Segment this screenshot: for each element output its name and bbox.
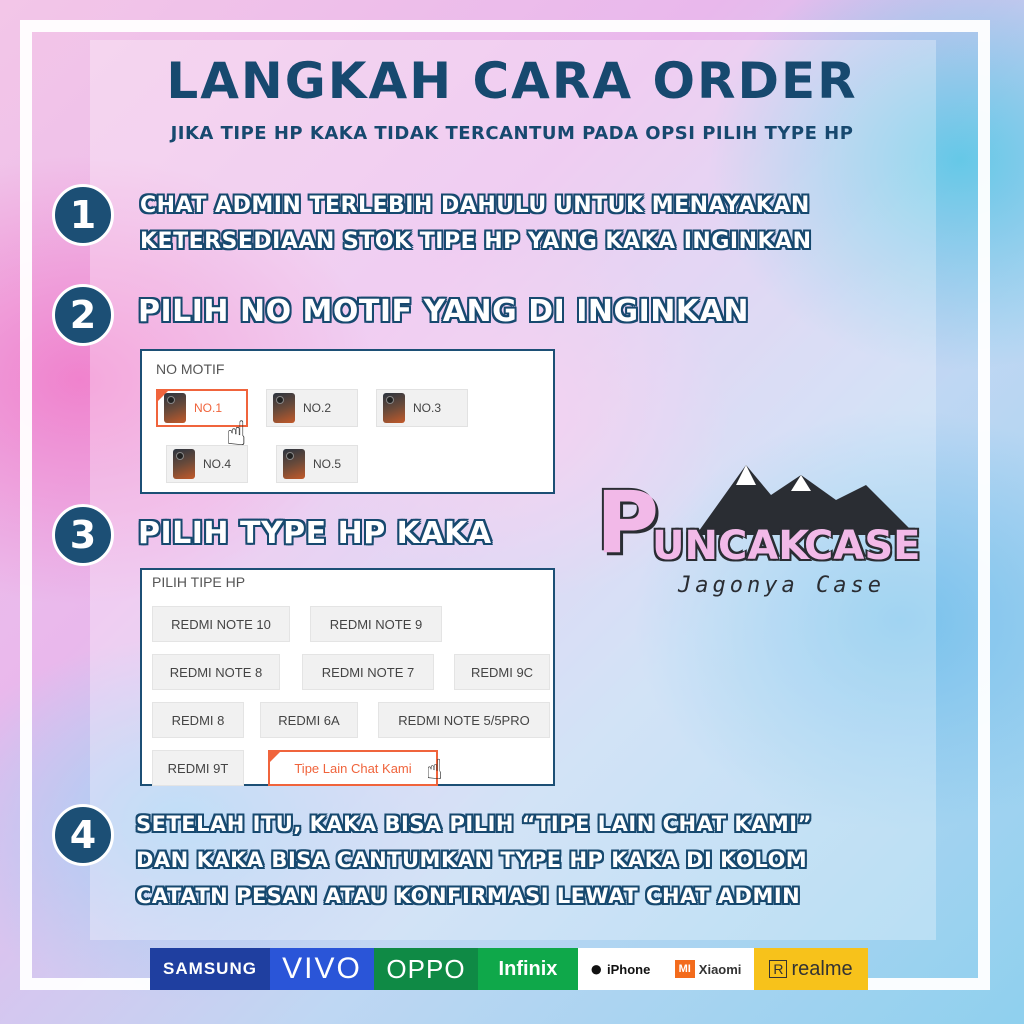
check-corner-icon: [268, 750, 282, 764]
motif-option-label: NO.3: [413, 401, 442, 415]
motif-option-label: NO.5: [313, 457, 342, 471]
type-option-label: Tipe Lain Chat Kami: [294, 760, 412, 776]
step-1-line-2: KETERSEDIAAN STOK TIPE HP YANG KAKA INGINKAN: [140, 229, 812, 254]
step-2-number: 2: [52, 284, 114, 346]
brand-realme-label: realme: [791, 957, 853, 980]
motif-panel: [140, 349, 555, 494]
motif-panel-label: NO MOTIF: [156, 361, 225, 377]
type-panel: [140, 568, 555, 786]
brand-iphone-label: iPhone: [606, 961, 651, 977]
xiaomi-mi-icon: MI: [675, 960, 695, 978]
step-2-text: PILIH NO MOTIF YANG DI INGINKAN: [138, 294, 749, 329]
brand-vivo: VIVO: [270, 948, 374, 990]
page-title: LANGKAH CARA ORDER: [166, 52, 858, 110]
logo-initial: P: [596, 473, 660, 573]
brand-logo: [596, 455, 921, 615]
pointing-hand-icon: ☝: [426, 753, 444, 786]
logo-word-1: UNCAK: [652, 523, 810, 569]
type-option[interactable]: REDMI NOTE 7: [302, 654, 434, 690]
motif-option-3[interactable]: [376, 389, 468, 427]
case-thumbnail: [283, 449, 305, 479]
brand-samsung: SAMSUNG: [150, 948, 270, 990]
step-3-number: 3: [52, 504, 114, 566]
page-subtitle: JIKA TIPE HP KAKA TIDAK TERCANTUM PADA OPSI PILIH TYPE HP: [170, 123, 854, 144]
step-4-line-2: DAN KAKA BISA CANTUMKAN TYPE HP KAKA DI KOLOM: [136, 848, 808, 872]
case-thumbnail: [273, 393, 295, 423]
type-panel-label: PILIH TIPE HP: [152, 574, 246, 590]
case-thumbnail: [383, 393, 405, 423]
type-option[interactable]: REDMI 9T: [152, 750, 244, 786]
case-thumbnail: [164, 393, 186, 423]
type-option[interactable]: REDMI 9C: [454, 654, 550, 690]
motif-option-2[interactable]: [266, 389, 358, 427]
type-option[interactable]: REDMI NOTE 5/5PRO: [378, 702, 550, 738]
case-thumbnail: [173, 449, 195, 479]
step-1-number: 1: [52, 184, 114, 246]
type-option-selected[interactable]: [268, 750, 438, 786]
brand-infinix: Infinix: [478, 948, 578, 990]
brand-realme: [754, 948, 868, 990]
step-1-line-1: CHAT ADMIN TERLEBIH DAHULU UNTUK MENAYAKAN: [140, 193, 810, 218]
brand-xiaomi-label: Xiaomi: [698, 961, 742, 977]
type-option[interactable]: REDMI NOTE 8: [152, 654, 280, 690]
step-4-line-1: SETELAH ITU, KAKA BISA PILIH “TIPE LAIN CHAT KAMI”: [136, 812, 812, 836]
step-4-line-3: CATATN PESAN ATAU KONFIRMASI LEWAT CHAT ADMIN: [136, 884, 801, 908]
brand-strip: [150, 948, 868, 990]
logo-tagline: Jagonya Case: [678, 573, 885, 598]
logo-word-2: CASE: [804, 523, 921, 569]
motif-option-label: NO.2: [303, 401, 332, 415]
brand-iphone: [578, 948, 662, 990]
apple-icon: ●: [589, 956, 603, 981]
step-4-number: 4: [52, 804, 114, 866]
type-option[interactable]: REDMI NOTE 10: [152, 606, 290, 642]
motif-option-label: NO.1: [194, 401, 223, 415]
type-option[interactable]: REDMI 6A: [260, 702, 358, 738]
brand-oppo: OPPO: [374, 948, 478, 990]
motif-option-label: NO.4: [203, 457, 232, 471]
pointing-hand-icon: ☝: [226, 414, 247, 454]
motif-option-5[interactable]: [276, 445, 358, 483]
realme-r-icon: R: [769, 960, 787, 978]
type-option[interactable]: REDMI 8: [152, 702, 244, 738]
type-option[interactable]: REDMI NOTE 9: [310, 606, 442, 642]
step-3-text: PILIH TYPE HP KAKA: [138, 516, 492, 551]
brand-xiaomi: [662, 948, 754, 990]
